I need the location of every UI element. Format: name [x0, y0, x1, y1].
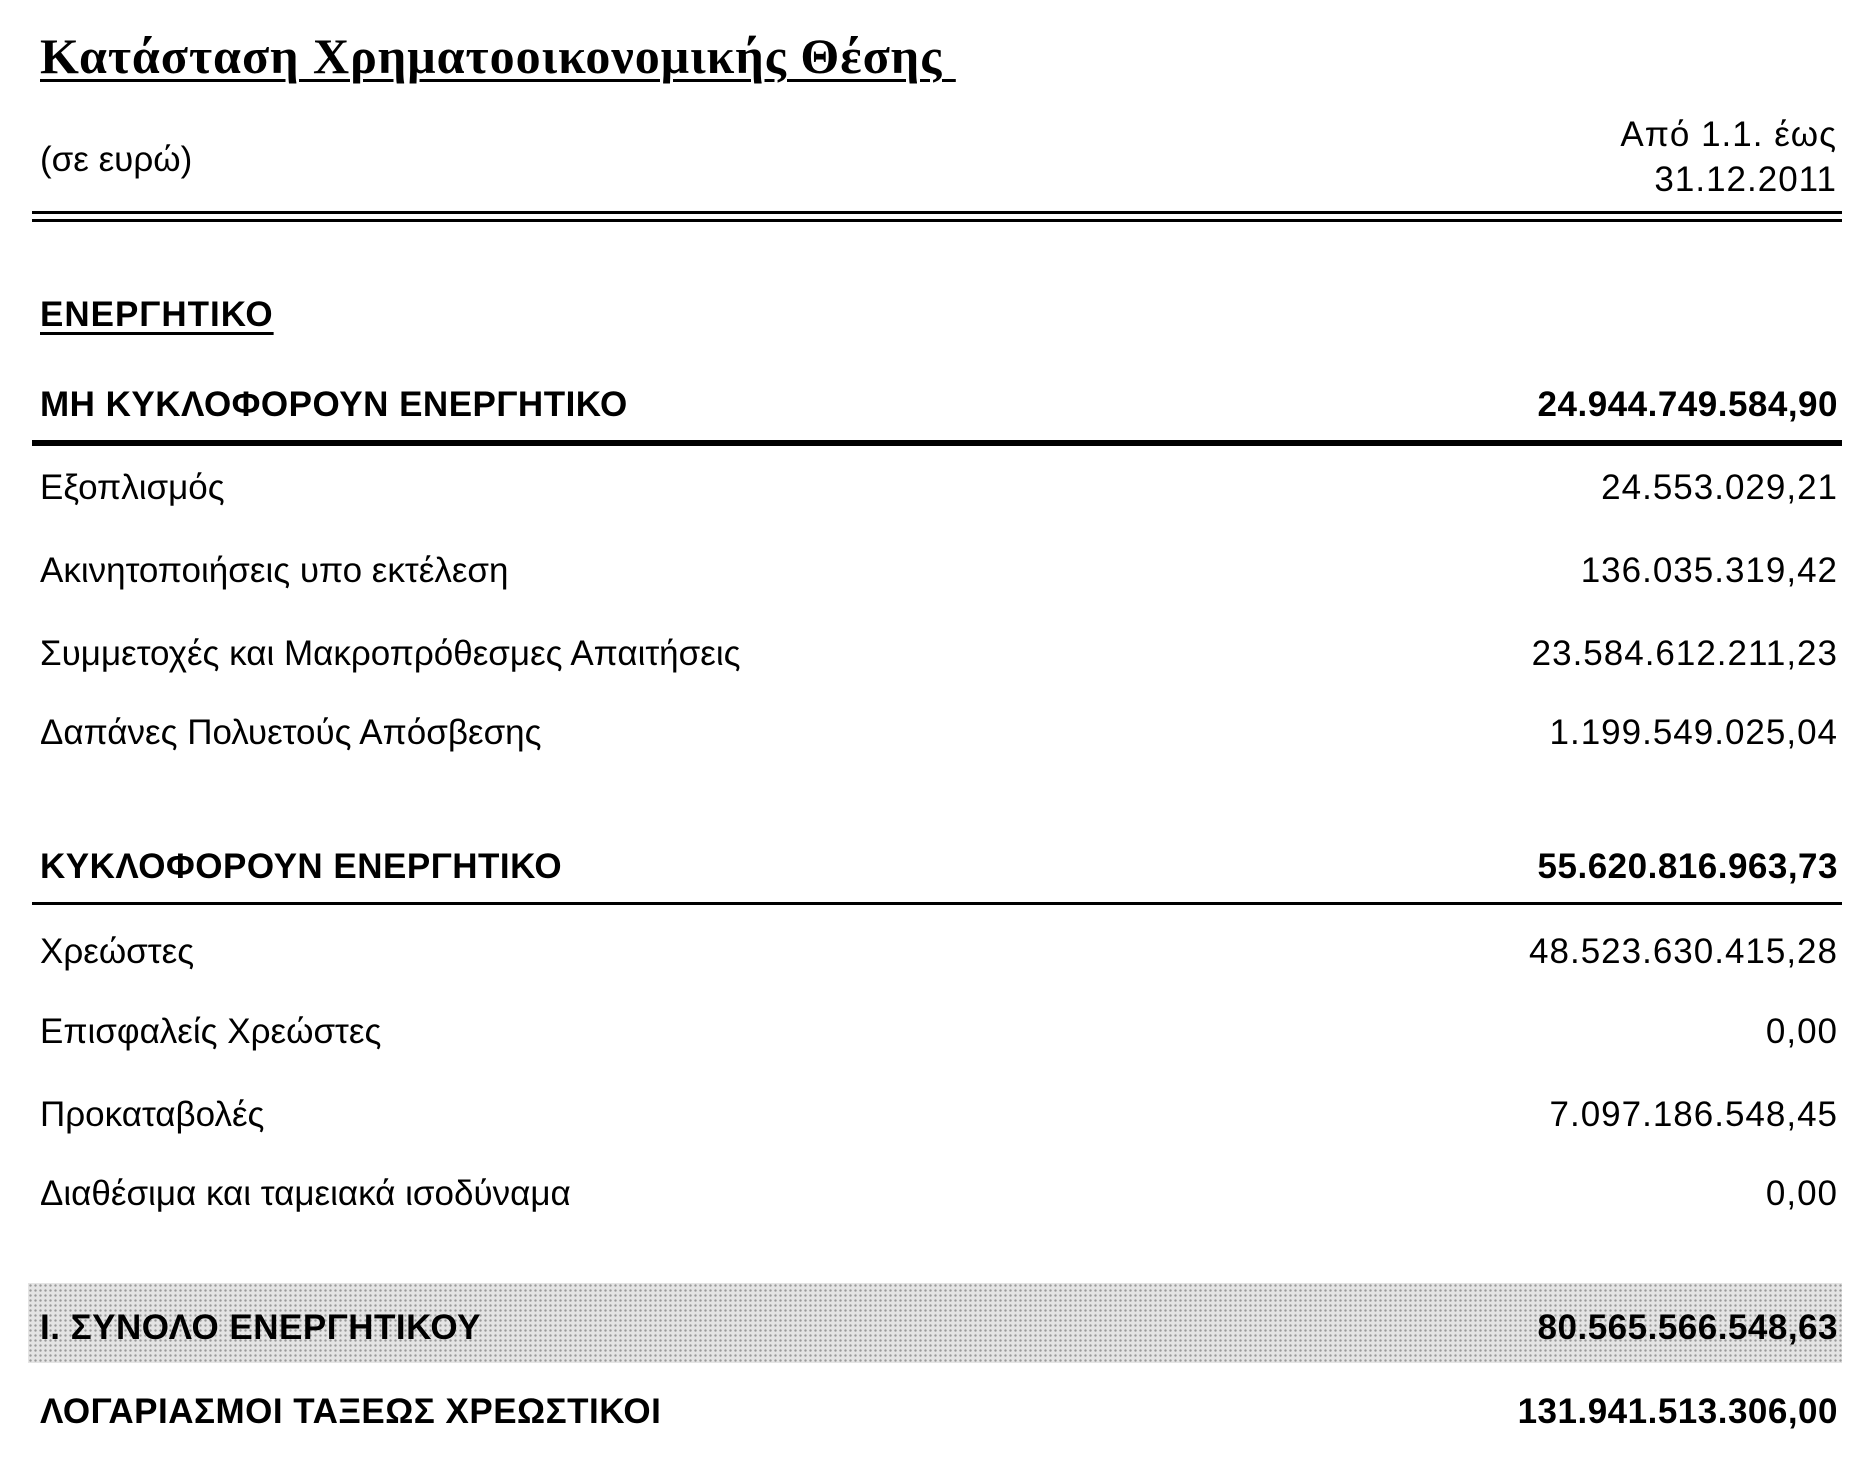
row-amount: 0,00 — [1765, 1174, 1838, 1213]
row-amount: 80.565.566.548,63 — [1537, 1308, 1838, 1347]
row-label: Δαπάνες Πολυετούς Απόσβεσης — [40, 713, 542, 752]
row-label: ΚΥΚΛΟΦΟΡΟΥΝ ΕΝΕΡΓΗΤΙΚΟ — [40, 847, 563, 886]
row-label: Συμμετοχές και Μακροπρόθεσμες Απαιτήσεις — [40, 634, 741, 673]
total-assets-row — [32, 1302, 1842, 1354]
current-assets-row — [32, 841, 1842, 893]
row-label: ΛΟΓΑΡΙΑΣΜΟΙ ΤΑΞΕΩΣ ΧΡΕΩΣΤΙΚΟΙ — [40, 1392, 662, 1431]
table-row — [32, 462, 1842, 514]
currency-note: (σε ευρώ) — [40, 140, 193, 179]
row-amount: 131.941.513.306,00 — [1517, 1392, 1838, 1431]
table-row — [32, 545, 1842, 597]
non-current-assets-row — [32, 379, 1842, 431]
page-title: Κατάσταση Χρηματοοικονομικής Θέσης — [40, 28, 956, 84]
period-header — [1620, 112, 1837, 202]
table-row — [32, 1006, 1842, 1058]
row-amount: 136.035.319,42 — [1580, 551, 1838, 590]
row-label: Διαθέσιμα και ταμειακά ισοδύναμα — [40, 1174, 571, 1213]
table-row — [32, 707, 1842, 759]
table-row — [32, 628, 1842, 680]
period-line-2: 31.12.2011 — [1654, 160, 1837, 199]
row-label: Χρεώστες — [40, 932, 195, 971]
table-row — [32, 1089, 1842, 1141]
section-title: ΕΝΕΡΓΗΤΙΚΟ — [40, 295, 274, 334]
row-amount: 1.199.549.025,04 — [1549, 713, 1838, 752]
row-label: Ι. ΣΥΝΟΛΟ ΕΝΕΡΓΗΤΙΚΟΥ — [40, 1308, 481, 1347]
current-assets-rule — [32, 902, 1842, 905]
row-label: Εξοπλισμός — [40, 468, 225, 507]
table-row — [32, 926, 1842, 978]
table-row — [32, 1168, 1842, 1220]
row-amount: 0,00 — [1765, 1012, 1838, 1051]
row-label: ΜΗ ΚΥΚΛΟΦΟΡΟΥΝ ΕΝΕΡΓΗΤΙΚΟ — [40, 385, 628, 424]
row-label: Επισφαλείς Χρεώστες — [40, 1012, 382, 1051]
memo-accounts-row — [32, 1386, 1842, 1438]
row-label: Ακινητοποιήσεις υπο εκτέλεση — [40, 551, 509, 590]
row-amount: 48.523.630.415,28 — [1529, 932, 1838, 971]
row-amount: 24.553.029,21 — [1601, 468, 1838, 507]
row-label: Προκαταβολές — [40, 1095, 265, 1134]
period-line-1: Από 1.1. έως — [1620, 115, 1837, 154]
header-rule-top — [32, 211, 1842, 214]
row-amount: 55.620.816.963,73 — [1537, 847, 1838, 886]
header-rule-bottom — [32, 219, 1842, 222]
row-amount: 7.097.186.548,45 — [1549, 1095, 1838, 1134]
row-amount: 24.944.749.584,90 — [1537, 385, 1838, 424]
row-amount: 23.584.612.211,23 — [1531, 634, 1838, 673]
non-current-assets-rule — [32, 440, 1842, 446]
